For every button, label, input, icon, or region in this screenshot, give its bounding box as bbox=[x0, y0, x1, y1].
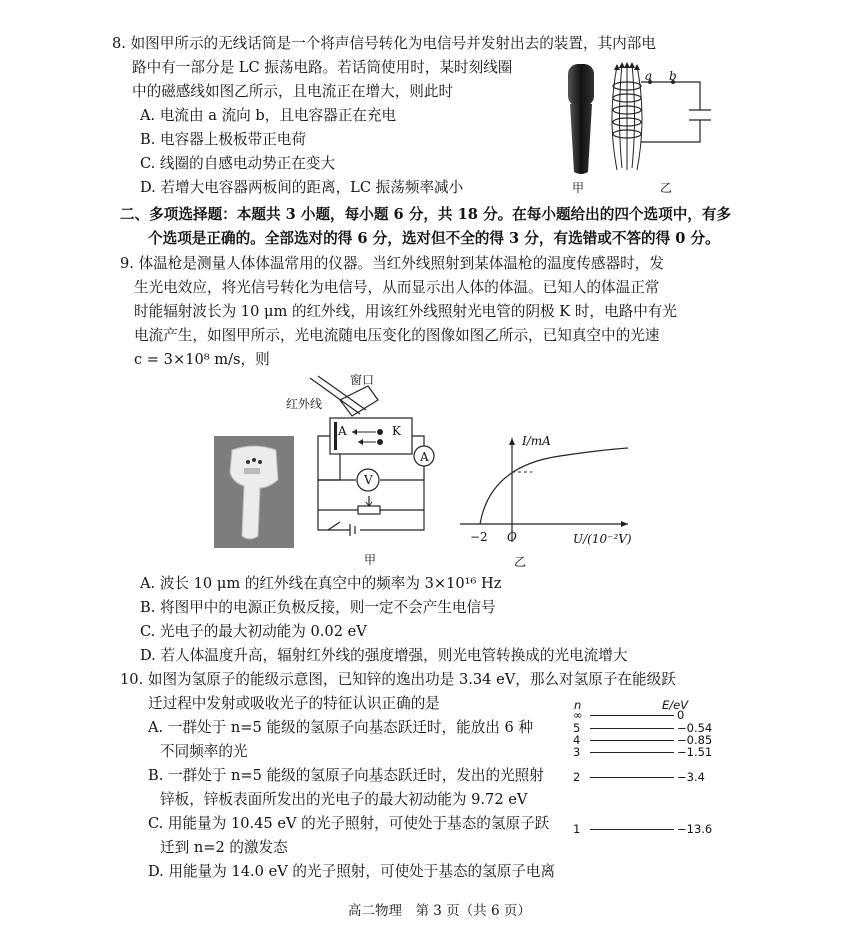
q9-fig-yi-label: 乙 bbox=[514, 555, 527, 569]
energy-level-line bbox=[590, 829, 674, 830]
energy-n-header: n bbox=[574, 698, 582, 712]
q9-stem-line3: 时能辐射波长为 10 μm 的红外线，用该红外线照射光电管的阴极 K 时，电路中有光 bbox=[134, 303, 677, 320]
graph-origin-label: O bbox=[507, 530, 517, 544]
q8-fig-yi-label: 乙 bbox=[660, 181, 673, 195]
energy-level-e: 0 bbox=[677, 708, 685, 722]
q10-stem-line1: 10. 如图为氢原子的能级示意图，已知锌的逸出功是 3.34 eV，那么对氢原子在能级跃 bbox=[120, 671, 676, 688]
q8-option-d: D. 若增大电容器两板间的距离，LC 振荡频率减小 bbox=[140, 179, 464, 196]
q8-stem-line2: 路中有一部分是 LC 振荡电路。若话筒使用时，某时刻线圈 bbox=[132, 59, 513, 76]
energy-level-e: −0.85 bbox=[677, 733, 713, 747]
q9-option-d: D. 若人体温度升高，辐射红外线的强度增强，则光电管转换成的光电流增大 bbox=[140, 647, 628, 664]
page-footer: 高二物理 第 3 页（共 6 页） bbox=[348, 903, 531, 919]
q10-option-c-line1: C. 用能量为 10.45 eV 的光子照射，可使处于基态的氢原子跃 bbox=[148, 815, 550, 832]
energy-level-line bbox=[590, 728, 674, 729]
energy-level-line bbox=[590, 715, 674, 716]
energy-level-line bbox=[590, 752, 674, 753]
q9-stem-line5: c = 3×10⁸ m/s，则 bbox=[134, 351, 270, 368]
q9-stem-line4: 电流产生，如图甲所示，光电流随电压变化的图像如图乙所示，已知真空中的光速 bbox=[134, 327, 660, 344]
q8-stem-line3: 中的磁感线如图乙所示，且电流正在增大，则此时 bbox=[132, 83, 454, 100]
q9-fig-jia-label: 甲 bbox=[364, 553, 377, 567]
energy-level-e: −1.51 bbox=[677, 745, 713, 759]
q9-option-c: C. 光电子的最大初动能为 0.02 eV bbox=[140, 623, 367, 640]
section2-header-line1: 二、多项选择题：本题共 3 小题，每小题 6 分，共 18 分。在每小题给出的四个选项中，有多 bbox=[120, 206, 732, 223]
q8-option-c: C. 线圈的自感电动势正在变大 bbox=[140, 155, 336, 172]
q8-option-a: A. 电流由 a 流向 b，且电容器正在充电 bbox=[140, 107, 397, 124]
graph-y-axis-label: I/mA bbox=[522, 434, 551, 448]
energy-level-n: 3 bbox=[573, 745, 581, 759]
graph-x-axis-label: U/(10⁻²V) bbox=[573, 532, 632, 546]
energy-level-n: 2 bbox=[573, 770, 581, 784]
energy-level-n: 5 bbox=[573, 721, 581, 735]
q10-option-c-line2: 迁到 n=2 的激发态 bbox=[160, 839, 288, 856]
energy-e-header: E/eV bbox=[662, 698, 689, 712]
q8-option-b: B. 电容器上极板带正电荷 bbox=[140, 131, 306, 148]
energy-level-e: −0.54 bbox=[677, 721, 713, 735]
q10-option-d: D. 用能量为 14.0 eV 的光子照射，可使处于基态的氢原子电离 bbox=[148, 863, 556, 880]
energy-level-e: −13.6 bbox=[677, 822, 713, 836]
energy-level-e: −3.4 bbox=[677, 770, 705, 784]
lc-circuit-figure bbox=[605, 58, 725, 178]
q9-option-b: B. 将图甲中的电源正负极反接，则一定不会产生电信号 bbox=[140, 599, 496, 616]
section2-header-line2: 个选项是正确的。全部选对的得 6 分，选对但不全的得 3 分，有选错或不答的得 0 分。 bbox=[148, 230, 720, 247]
q10-option-b-line1: B. 一群处于 n=5 能级的氢原子向基态跃迁时，发出的光照射 bbox=[148, 767, 544, 784]
energy-level-n: ∞ bbox=[573, 708, 583, 722]
q10-option-a-line1: A. 一群处于 n=5 能级的氢原子向基态跃迁时，能放出 6 种 bbox=[148, 719, 534, 736]
energy-level-n: 4 bbox=[573, 733, 581, 747]
q10-option-a-line2: 不同频率的光 bbox=[160, 743, 248, 760]
q8-fig-jia-label: 甲 bbox=[572, 181, 585, 195]
q9-infrared-label: 红外线 bbox=[286, 397, 323, 411]
energy-level-line bbox=[590, 740, 674, 741]
graph-tick-neg2: −2 bbox=[470, 530, 488, 544]
q8-point-a: a bbox=[645, 69, 653, 83]
q9-anode-label: A bbox=[338, 424, 347, 438]
q9-window-label: 窗口 bbox=[350, 373, 375, 387]
q10-option-b-line2: 锌板，锌板表面所发出的光电子的最大初动能为 9.72 eV bbox=[160, 791, 528, 808]
q9-stem-line1: 9. 体温枪是测量人体体温常用的仪器。当红外线照射到某体温枪的温度传感器时，发 bbox=[120, 255, 664, 272]
ammeter-symbol: A bbox=[420, 450, 429, 464]
microphone-figure bbox=[560, 60, 600, 180]
q8-stem-line1: 8. 如图甲所示的无线话筒是一个将声信号转化为电信号并发射出去的装置，其内部电 bbox=[112, 35, 656, 52]
q9-option-a: A. 波长 10 μm 的红外线在真空中的频率为 3×10¹⁶ Hz bbox=[140, 575, 502, 592]
thermometer-gun-photo bbox=[214, 436, 294, 548]
q9-stem-line2: 生光电效应，将光信号转化为电信号，从而显示出人体的体温。已知人的体温正常 bbox=[134, 279, 660, 296]
q9-cathode-label: K bbox=[392, 424, 401, 438]
voltmeter-symbol: V bbox=[364, 473, 373, 487]
phototube-circuit-figure bbox=[300, 372, 460, 548]
q8-point-b: b bbox=[669, 69, 677, 83]
q10-stem-line2: 迁过程中发射或吸收光子的特征认识正确的是 bbox=[148, 695, 440, 712]
energy-level-line bbox=[590, 777, 674, 778]
energy-level-n: 1 bbox=[573, 822, 581, 836]
